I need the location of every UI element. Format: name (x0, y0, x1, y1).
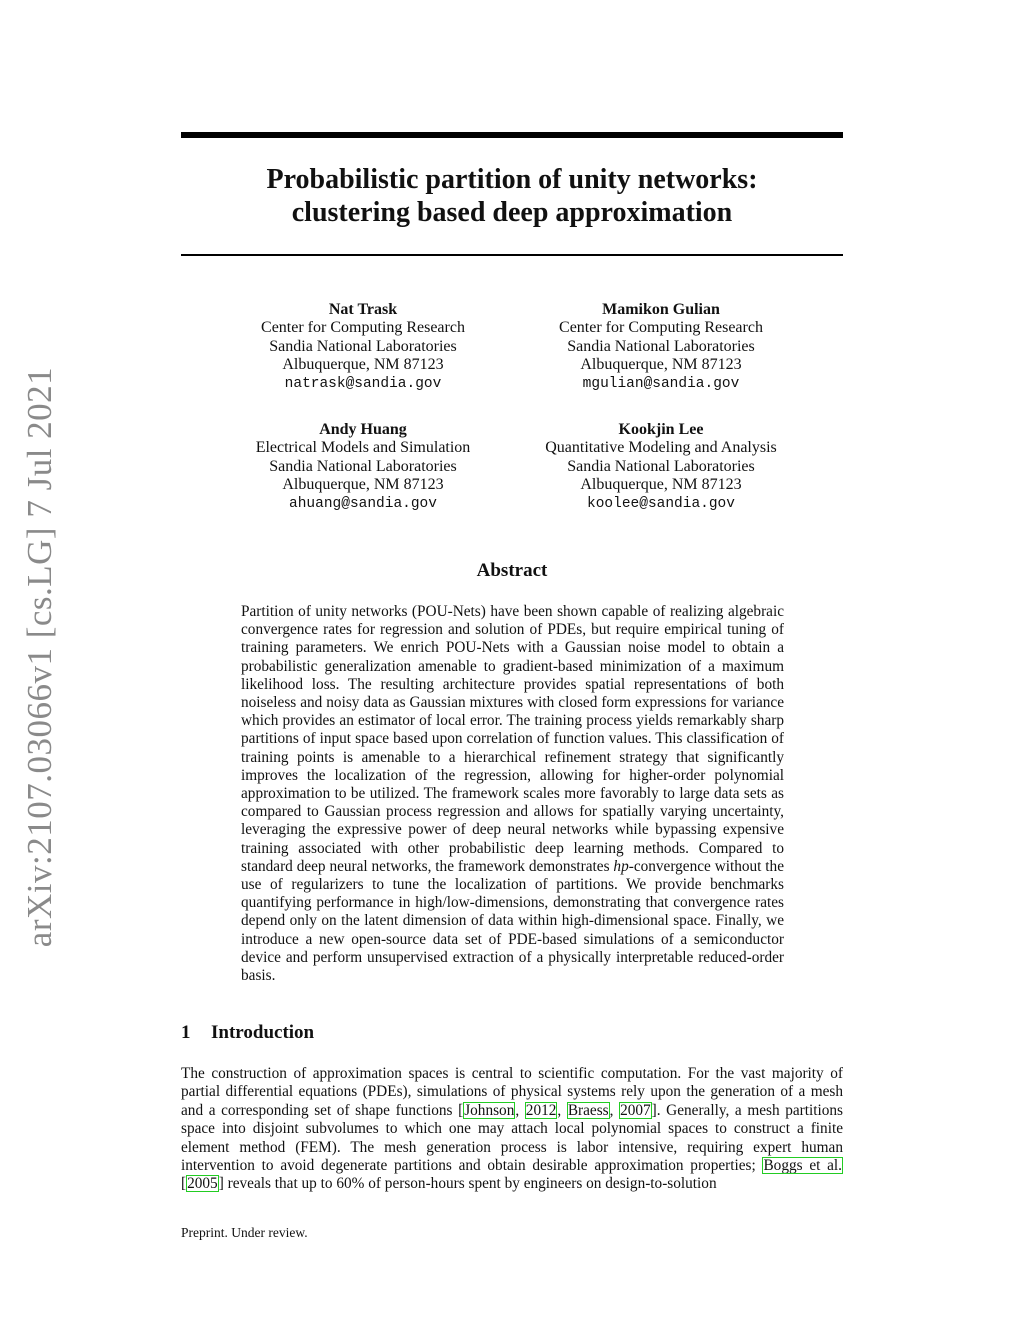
author-block-andy-huang (210, 421, 516, 513)
author-location: Albuquerque, NM 87123 (580, 356, 742, 374)
intro-text-part-1: The construction of approximation spaces is central to scientific computation. For the vast majority of partial differential equations (PDEs), simulations of physical systems rely upon the generation of a mesh and a corresponding set of shape functions [ (181, 1065, 843, 1119)
abstract-heading: Abstract (476, 560, 548, 581)
citation-separator: , (609, 1101, 620, 1119)
author-organization: Sandia National Laboratories (269, 457, 457, 475)
introduction-paragraph (181, 1065, 843, 1194)
author-department: Center for Computing Research (261, 319, 465, 337)
section-title: Introduction (211, 1022, 315, 1043)
author-location: Albuquerque, NM 87123 (282, 476, 444, 494)
arxiv-identifier[interactable]: arXiv:2107.03066v1 [cs.LG] 7 Jul 2021 (20, 366, 59, 948)
citation-separator: , (557, 1101, 567, 1119)
author-block-nat-trask (218, 301, 508, 393)
author-email[interactable]: mgulian@sandia.gov (582, 375, 740, 392)
citation-link-boggs[interactable]: Boggs et al. (763, 1157, 842, 1175)
author-block-kookjin-lee (516, 421, 806, 513)
author-department: Quantitative Modeling and Analysis (545, 439, 777, 457)
author-department: Electrical Models and Simulation (255, 439, 471, 457)
citation-link-braess-year[interactable]: 2007 (620, 1101, 651, 1119)
citation-link-braess[interactable]: Braess (567, 1101, 609, 1119)
hp-math-symbol: hp (613, 857, 629, 875)
introduction-heading (181, 1022, 314, 1044)
author-name: Kookjin Lee (618, 421, 704, 438)
author-organization: Sandia National Laboratories (567, 457, 755, 475)
author-email[interactable]: ahuang@sandia.gov (289, 495, 437, 512)
author-name: Andy Huang (319, 421, 407, 438)
section-number: 1 (181, 1022, 191, 1043)
author-name: Nat Trask (328, 301, 398, 318)
abstract-text-part-1: Partition of unity networks (POU-Nets) have been shown capable of realizing algebraic convergence rates for regression and solution of PDEs, but require empirical tuning of training parameters. We enrich POU-Nets with a Gaussian noise model to obtain a probabilistic generalization amenable to gradient-based minimization of a maximum likelihood loss. The resulting architecture provides spatial representations of both noiseless and noisy data as Gaussian mixtures with closed form expressions for variance which provides an estimator of local error. The training process yields remarkably sharp partitions of input space based upon correlation of function values. This classification of training points is amenable to a hierarchical refinement strategy that significantly improves the localization of the regression, allowing for higher-order polynomial approximation to be utilized. The framework scales more favorably to large data sets as compared to Gaussian process regression and allows for spatially varying uncertainty, leveraging the expressive power of deep neural networks while bypassing expensive training associated with other probabilistic deep learning methods. Compared to standard deep neural networks, the framework demonstrates (241, 603, 784, 875)
author-organization: Sandia National Laboratories (269, 337, 457, 355)
title-line-1: Probabilistic partition of unity networks: (266, 164, 758, 195)
author-location: Albuquerque, NM 87123 (282, 356, 444, 374)
abstract-text (241, 603, 784, 985)
author-name: Mamikon Gulian (602, 301, 720, 318)
citation-link-boggs-year[interactable]: 2005 (187, 1175, 218, 1193)
intro-text-part-2: ]. Generally, a mesh partitions space into disjoint subvolumes to which one may attach local polynomial spaces to construct a finite element method (FEM). The mesh generation process is labor intensive, requiring expert human intervention to avoid degenerate partitions and obtain desirable approximation properties; (181, 1101, 843, 1175)
title-bottom-rule (181, 254, 843, 256)
author-email[interactable]: natrask@sandia.gov (284, 375, 442, 392)
intro-text-part-3: ] reveals that up to 60% of person-hours spent by engineers on design-to-solution (218, 1175, 717, 1193)
preprint-footer: Preprint. Under review. (181, 1225, 308, 1240)
author-email[interactable]: koolee@sandia.gov (587, 495, 735, 512)
citation-link-johnson-year[interactable]: 2012 (525, 1101, 557, 1119)
citation-bracket: [ (181, 1175, 187, 1193)
paper-title (181, 163, 843, 229)
citation-link-johnson[interactable]: Johnson (464, 1101, 515, 1119)
citation-separator: , (515, 1101, 525, 1119)
author-organization: Sandia National Laboratories (567, 337, 755, 355)
title-line-2: clustering based deep approximation (291, 197, 733, 228)
author-location: Albuquerque, NM 87123 (580, 476, 742, 494)
title-top-rule (181, 132, 843, 138)
author-block-mamikon-gulian (516, 301, 806, 393)
author-department: Center for Computing Research (559, 319, 763, 337)
abstract-text-part-2: -convergence without the use of regularizers to tune the localization of partitions. We provide benchmarks quantifying performance in high/low-dimensions, demonstrating that convergence rates depend only on the latent dimension of data within high-dimensional space. Finally, we introduce a new open-source data set of PDE-based simulations of a semiconductor device and perform unsupervised extraction of a physically interpretable reduced-order basis. (241, 857, 784, 985)
